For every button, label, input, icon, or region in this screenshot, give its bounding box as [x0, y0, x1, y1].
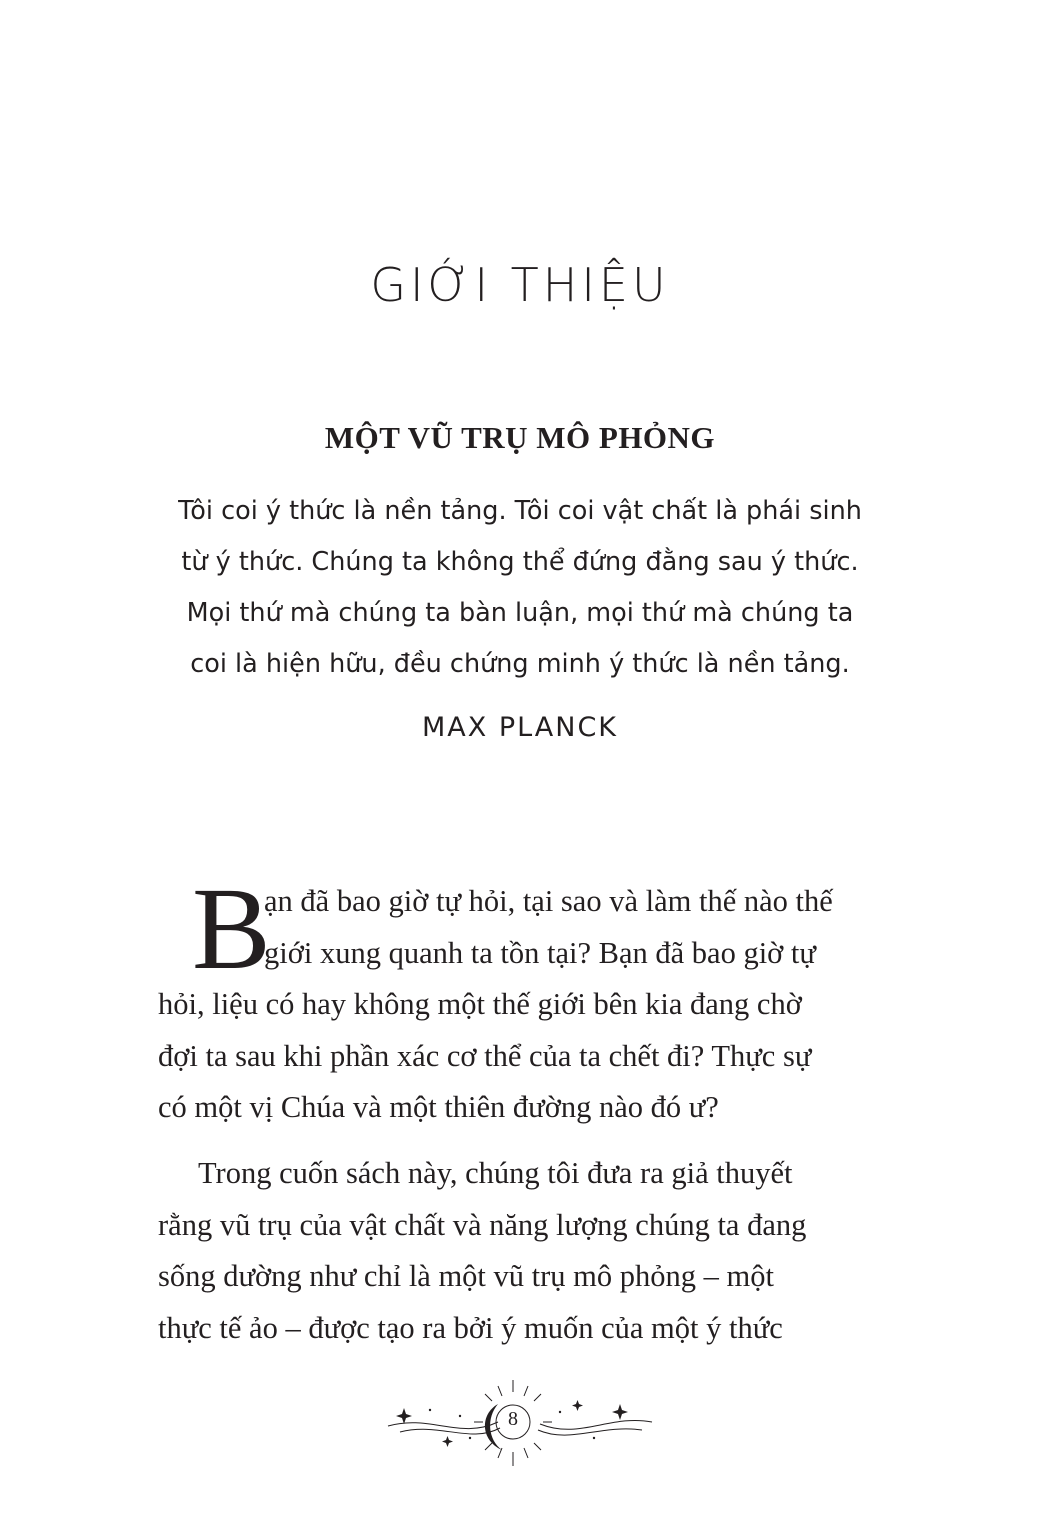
epigraph-line: coi là hiện hữu, đều chứng minh ý thức là nền tảng. [190, 649, 850, 679]
epigraph-line: Mọi thứ mà chúng ta bàn luận, mọi thứ mà chúng ta [186, 598, 854, 628]
paragraph-line: Trong cuốn sách này, chúng tôi đưa ra giả thuyết [198, 1156, 793, 1190]
epigraph-quote [120, 486, 920, 690]
chapter-title: GIỚI THIỆU [370, 258, 670, 312]
body-paragraph-1 [158, 876, 868, 1134]
body-paragraph-2 [158, 1148, 868, 1354]
paragraph-line: rằng vũ trụ của vật chất và năng lượng chúng ta đang [158, 1207, 807, 1242]
paragraph-line: ạn đã bao giờ tự hỏi, tại sao và làm thế nào thế [264, 884, 833, 918]
paragraph-line: sống dường như chỉ là một vũ trụ mô phỏng – một [158, 1259, 774, 1293]
paragraph-line: có một vị Chúa và một thiên đường nào đó ư? [158, 1090, 719, 1124]
epigraph-line: từ ý thức. Chúng ta không thể đứng đằng sau ý thức. [181, 547, 859, 577]
paragraph-line: thực tế ảo – được tạo ra bởi ý muốn của một ý thức [158, 1310, 783, 1345]
epigraph-line: Tôi coi ý thức là nền tảng. Tôi coi vật chất là phái sinh [178, 496, 862, 526]
page-number: 8 [508, 1408, 518, 1430]
drop-cap: B [192, 863, 271, 994]
paragraph-line: đợi ta sau khi phần xác cơ thể của ta chết đi? Thực sự [158, 1038, 812, 1073]
section-heading: MỘT VŨ TRỤ MÔ PHỎNG [324, 420, 716, 455]
paragraph-line: giới xung quanh ta tồn tại? Bạn đã bao giờ tự [264, 935, 816, 970]
epigraph-author: MAX PLANCK [421, 712, 618, 743]
paragraph-line: hỏi, liệu có hay không một thế giới bên kia đang chờ [158, 987, 802, 1021]
